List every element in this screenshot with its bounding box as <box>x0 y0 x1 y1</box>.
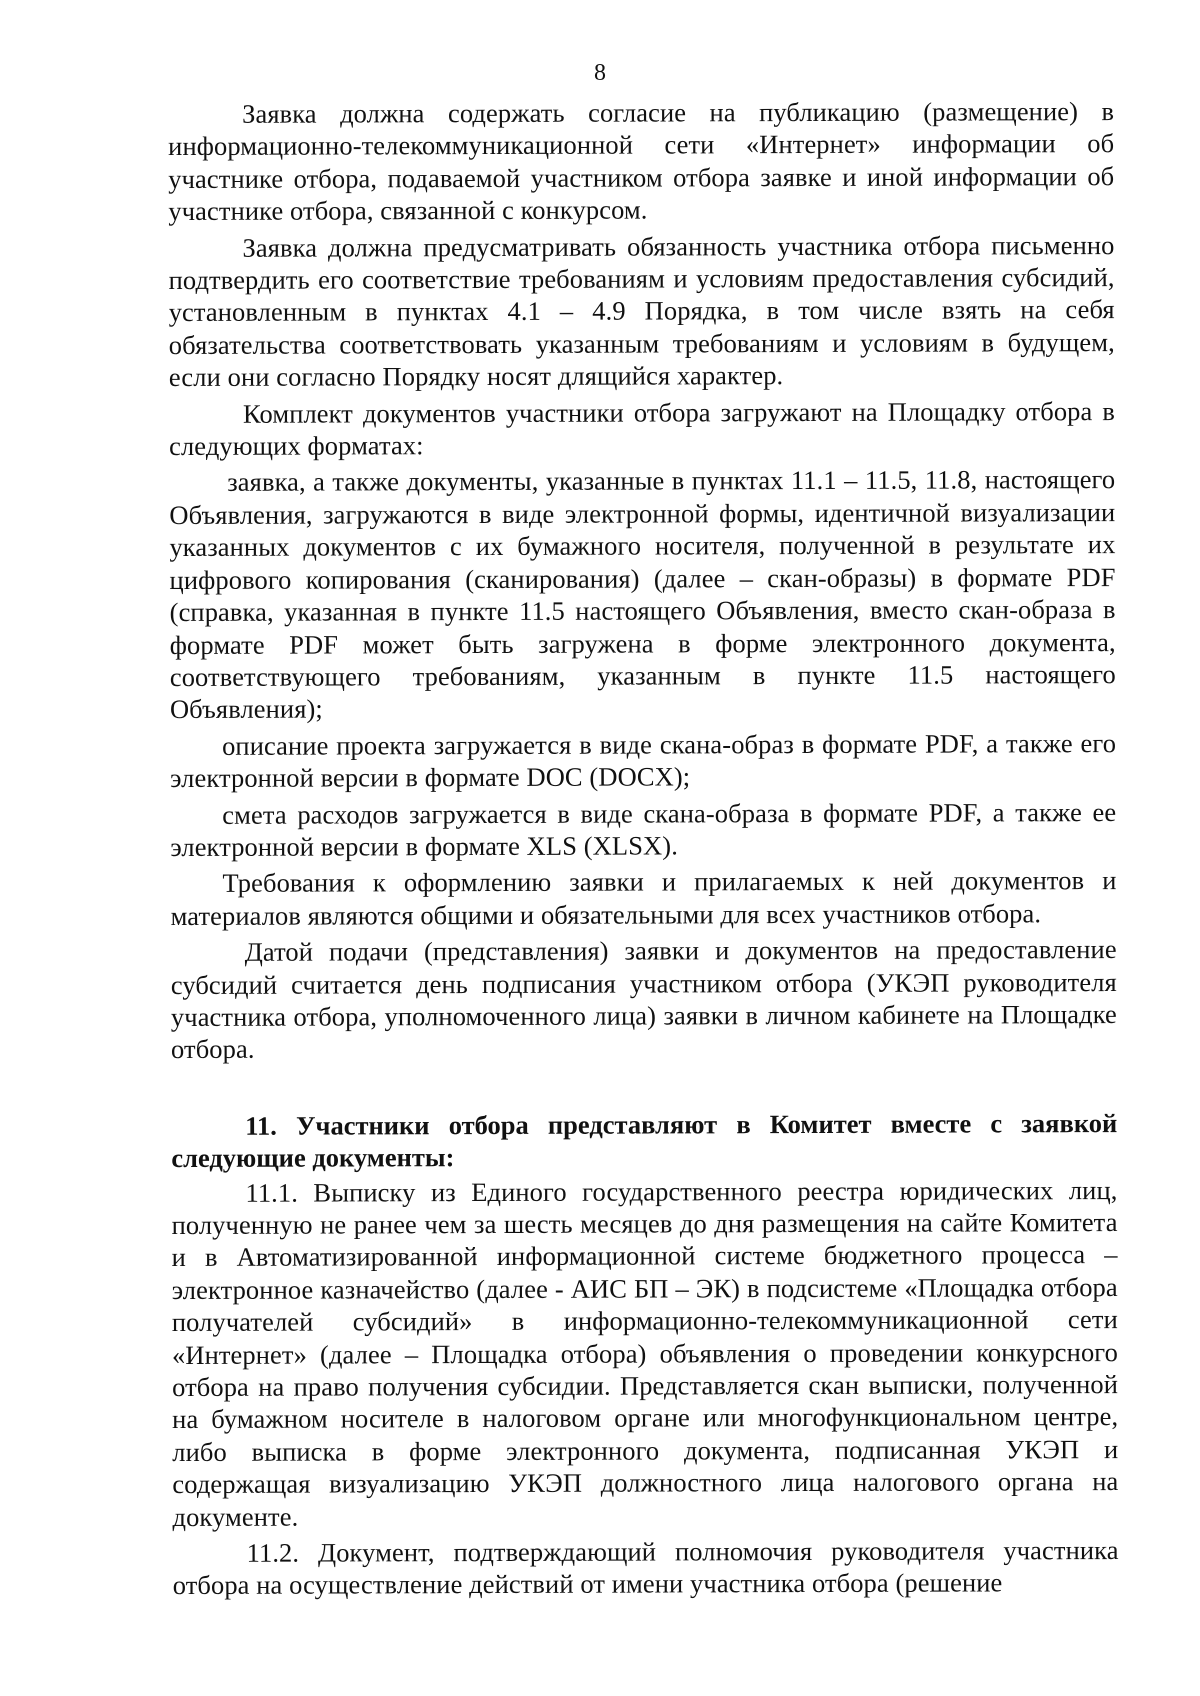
paragraph-obligation-confirm: Заявка должна предусматривать обязанность участника отбора письменно подтвердить его соответствие требованиям и условиям предоставления субсидий, установленным в пунктах 4.1 – 4.9 Порядка, в том числе взять на себя обязательства соответствовать указанным требованиям и условиям в будущем, если они согласно Порядку носят длящийся характер. <box>168 229 1115 393</box>
paragraph-item-11-1: 11.1. Выписку из Единого государственного реестра юридических лиц, полученную не ранее чем за шесть месяцев до дня размещения на сайте Комитета и в Автоматизированной информационной системе бюджетного процесса – электронное казначейство (далее - АИС БП – ЭК) в подсистеме «Площадка отбора получателей субсидий» в информационно-телекоммуникационной сети «Интернет» (далее – Площадка отбора) объявления о проведении конкурсного отбора на право получения субсидии. Представляется скан выписки, полученной на бумажном носителе в налоговом органе или многофункциональном центре, либо выписка в форме электронного документа, подписанная УКЭП и содержащая визуализацию УКЭП должностного лица налогового органа на документе. <box>171 1174 1119 1532</box>
section-heading-11: 11. Участники отбора представляют в Комитет вместе с заявкой следующие документы: <box>171 1107 1118 1174</box>
paragraph-item-11-2: 11.2. Документ, подтверждающий полномочия руководителя участника отбора на осуществление действий от имени участника отбора (решение <box>172 1535 1119 1601</box>
paragraph-submission-date: Датой подачи (представления) заявки и документов на предоставление субсидий считается день подписания участником отбора (УКЭП руководителя участника отбора, уполномоченного лица) заявки в личном кабинете на Площадке отбора. <box>170 934 1117 1065</box>
paragraph-consent-publication: Заявка должна содержать согласие на публикацию (размещение) в информационно-телекоммуникационной сети «Интернет» информации об участнике отбора, подаваемой участником отбора заявке и иной информации об участнике отбора, связанной с конкурсом. <box>168 96 1115 227</box>
paragraph-requirements: Требования к оформлению заявки и прилагаемых к ней документов и материалов являются общими и обязательными для всех участников отбора. <box>170 865 1117 931</box>
paragraph-project-description: описание проекта загружается в виде скана-образ в формате PDF, а также его электронной версии в формате DOC (DOCX); <box>170 727 1117 794</box>
paragraph-cost-estimate: смета расходов загружается в виде скана-образа в формате PDF, а также ее электронной версии в формате XLS (XLSX). <box>170 796 1117 862</box>
section-spacer <box>171 1067 1117 1110</box>
page-number: 8 <box>594 60 606 86</box>
document-body <box>168 95 1119 1606</box>
paragraph-application-scans: заявка, а также документы, указанные в пунктах 11.1 – 11.5, 11.8, настоящего Объявления, загружаются в виде электронной формы, идентичной визуализации указанных документов с их бумажного носителя, полученной в результате их цифрового копирования (сканирования) (далее – скан-образы) в формате PDF (справка, указанная в пункте 11.5 настоящего Объявления, вместо скан-образа в формате PDF может быть загружена в форме электронного документа, соответствующего требованиям, указанным в пункте 11.5 настоящего Объявления); <box>169 464 1116 725</box>
paragraph-document-formats: Комплект документов участники отбора загружают на Площадку отбора в следующих форматах: <box>169 395 1116 462</box>
